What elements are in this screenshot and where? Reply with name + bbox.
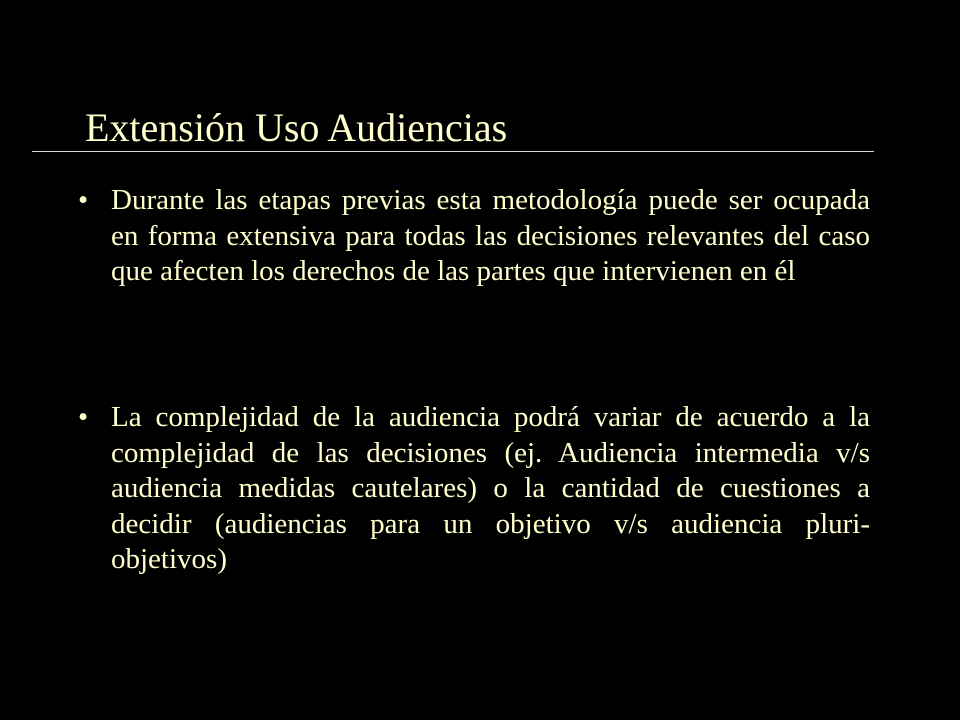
title-underline bbox=[32, 151, 874, 152]
bullet-marker: • bbox=[78, 401, 89, 433]
bullet-marker: • bbox=[78, 184, 89, 216]
slide-title: Extensión Uso Audiencias bbox=[85, 105, 508, 150]
bullet-text: La complejidad de la audiencia podrá variar de acuerdo a la complejidad de las decisiones (ej. Audiencia intermedia v/s audiencia medidas cautelares) o la cantidad de cuestiones a decidir (audiencias para un objetivo v/s audiencia pluri-objetivos) bbox=[111, 401, 870, 575]
bullet-text: Durante las etapas previas esta metodología puede ser ocupada en forma extensiva para todas las decisiones relevantes del caso que afecten los derechos de las partes que intervienen en él bbox=[111, 184, 870, 287]
